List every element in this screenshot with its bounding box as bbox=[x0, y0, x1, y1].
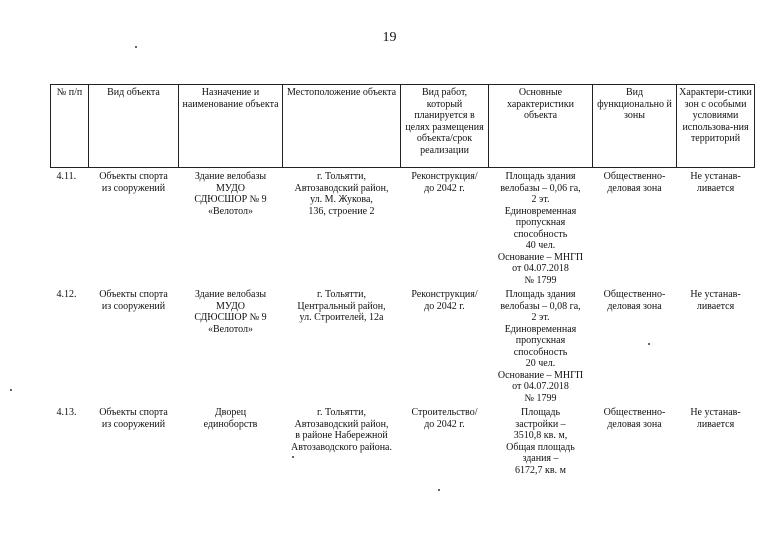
row-object-type: Объекты спорта из сооружений bbox=[99, 171, 168, 194]
row-location: г. Тольятти, Автозаводский район, ул. М. Жукова, 136, строение 2 bbox=[294, 171, 389, 217]
row-characteristics: Площадь застройки – 3510,8 кв. м, Общая площадь здания – 6172,7 кв. м bbox=[506, 407, 575, 476]
row-work-type: Реконструкция/ до 2042 г. bbox=[411, 171, 478, 194]
row-location: г. Тольятти, Центральный район, ул. Строителей, 12а bbox=[297, 289, 386, 323]
header-number: № п/п bbox=[51, 85, 89, 168]
header-location: Местоположение объекта bbox=[283, 85, 401, 168]
header-object-type: Вид объекта bbox=[89, 85, 179, 168]
row-object-name: Здание велобазы МУДО СДЮСШОР № 9 «Велотол» bbox=[194, 289, 267, 335]
header-object-purpose: Назначение и наименование объекта bbox=[179, 85, 283, 168]
header-functional-zone: Вид функционально й зоны bbox=[593, 85, 677, 168]
row-functional-zone: Общественно- деловая зона bbox=[603, 407, 666, 430]
scan-speck bbox=[648, 343, 650, 345]
row-work-type: Строительство/ до 2042 г. bbox=[411, 407, 478, 430]
row-number: 4.11. bbox=[56, 171, 77, 182]
page-number: 19 bbox=[382, 30, 397, 45]
scan-speck bbox=[292, 456, 294, 458]
scan-speck bbox=[135, 46, 137, 48]
table-row bbox=[51, 286, 755, 404]
row-location: г. Тольятти, Автозаводский район, в районе Набережной Автозаводского района. bbox=[291, 407, 392, 453]
row-object-name: Дворец единоборств bbox=[203, 407, 258, 430]
row-object-type: Объекты спорта из сооружений bbox=[99, 407, 168, 430]
document-table bbox=[50, 84, 755, 487]
row-object-name: Здание велобазы МУДО СДЮСШОР № 9 «Велотол» bbox=[194, 171, 267, 217]
row-functional-zone: Общественно- деловая зона bbox=[603, 171, 666, 194]
header-work-type: Вид работ, который планируется в целях размещения объекта/срок реализации bbox=[401, 85, 489, 168]
row-characteristics: Площадь здания велобазы – 0,06 га, 2 эт. Единовременная пропускная способность 40 чел. Основание – МНГП от 04.07.2018 № 1799 bbox=[497, 171, 584, 286]
scan-speck bbox=[438, 489, 440, 491]
header-characteristics: Основные характеристики объекта bbox=[489, 85, 593, 168]
row-characteristics: Площадь здания велобазы – 0,08 га, 2 эт. Единовременная пропускная способность 20 чел. Основание – МНГП от 04.07.2018 № 1799 bbox=[497, 289, 584, 404]
row-number: 4.13. bbox=[56, 407, 77, 418]
header-zone-restrictions: Характери-стики зон с особыми условиями использова-ния территорий bbox=[677, 85, 755, 168]
row-zone-restrictions: Не устанав- ливается bbox=[690, 407, 741, 430]
table-row bbox=[51, 168, 755, 287]
table-header-row bbox=[51, 85, 755, 168]
row-zone-restrictions: Не устанав- ливается bbox=[690, 171, 741, 194]
row-functional-zone: Общественно- деловая зона bbox=[603, 289, 666, 312]
row-number: 4.12. bbox=[56, 289, 77, 300]
row-zone-restrictions: Не устанав- ливается bbox=[690, 289, 741, 312]
scan-speck bbox=[10, 389, 12, 391]
row-work-type: Реконструкция/ до 2042 г. bbox=[411, 289, 478, 312]
table-row bbox=[51, 404, 755, 487]
row-object-type: Объекты спорта из сооружений bbox=[99, 289, 168, 312]
